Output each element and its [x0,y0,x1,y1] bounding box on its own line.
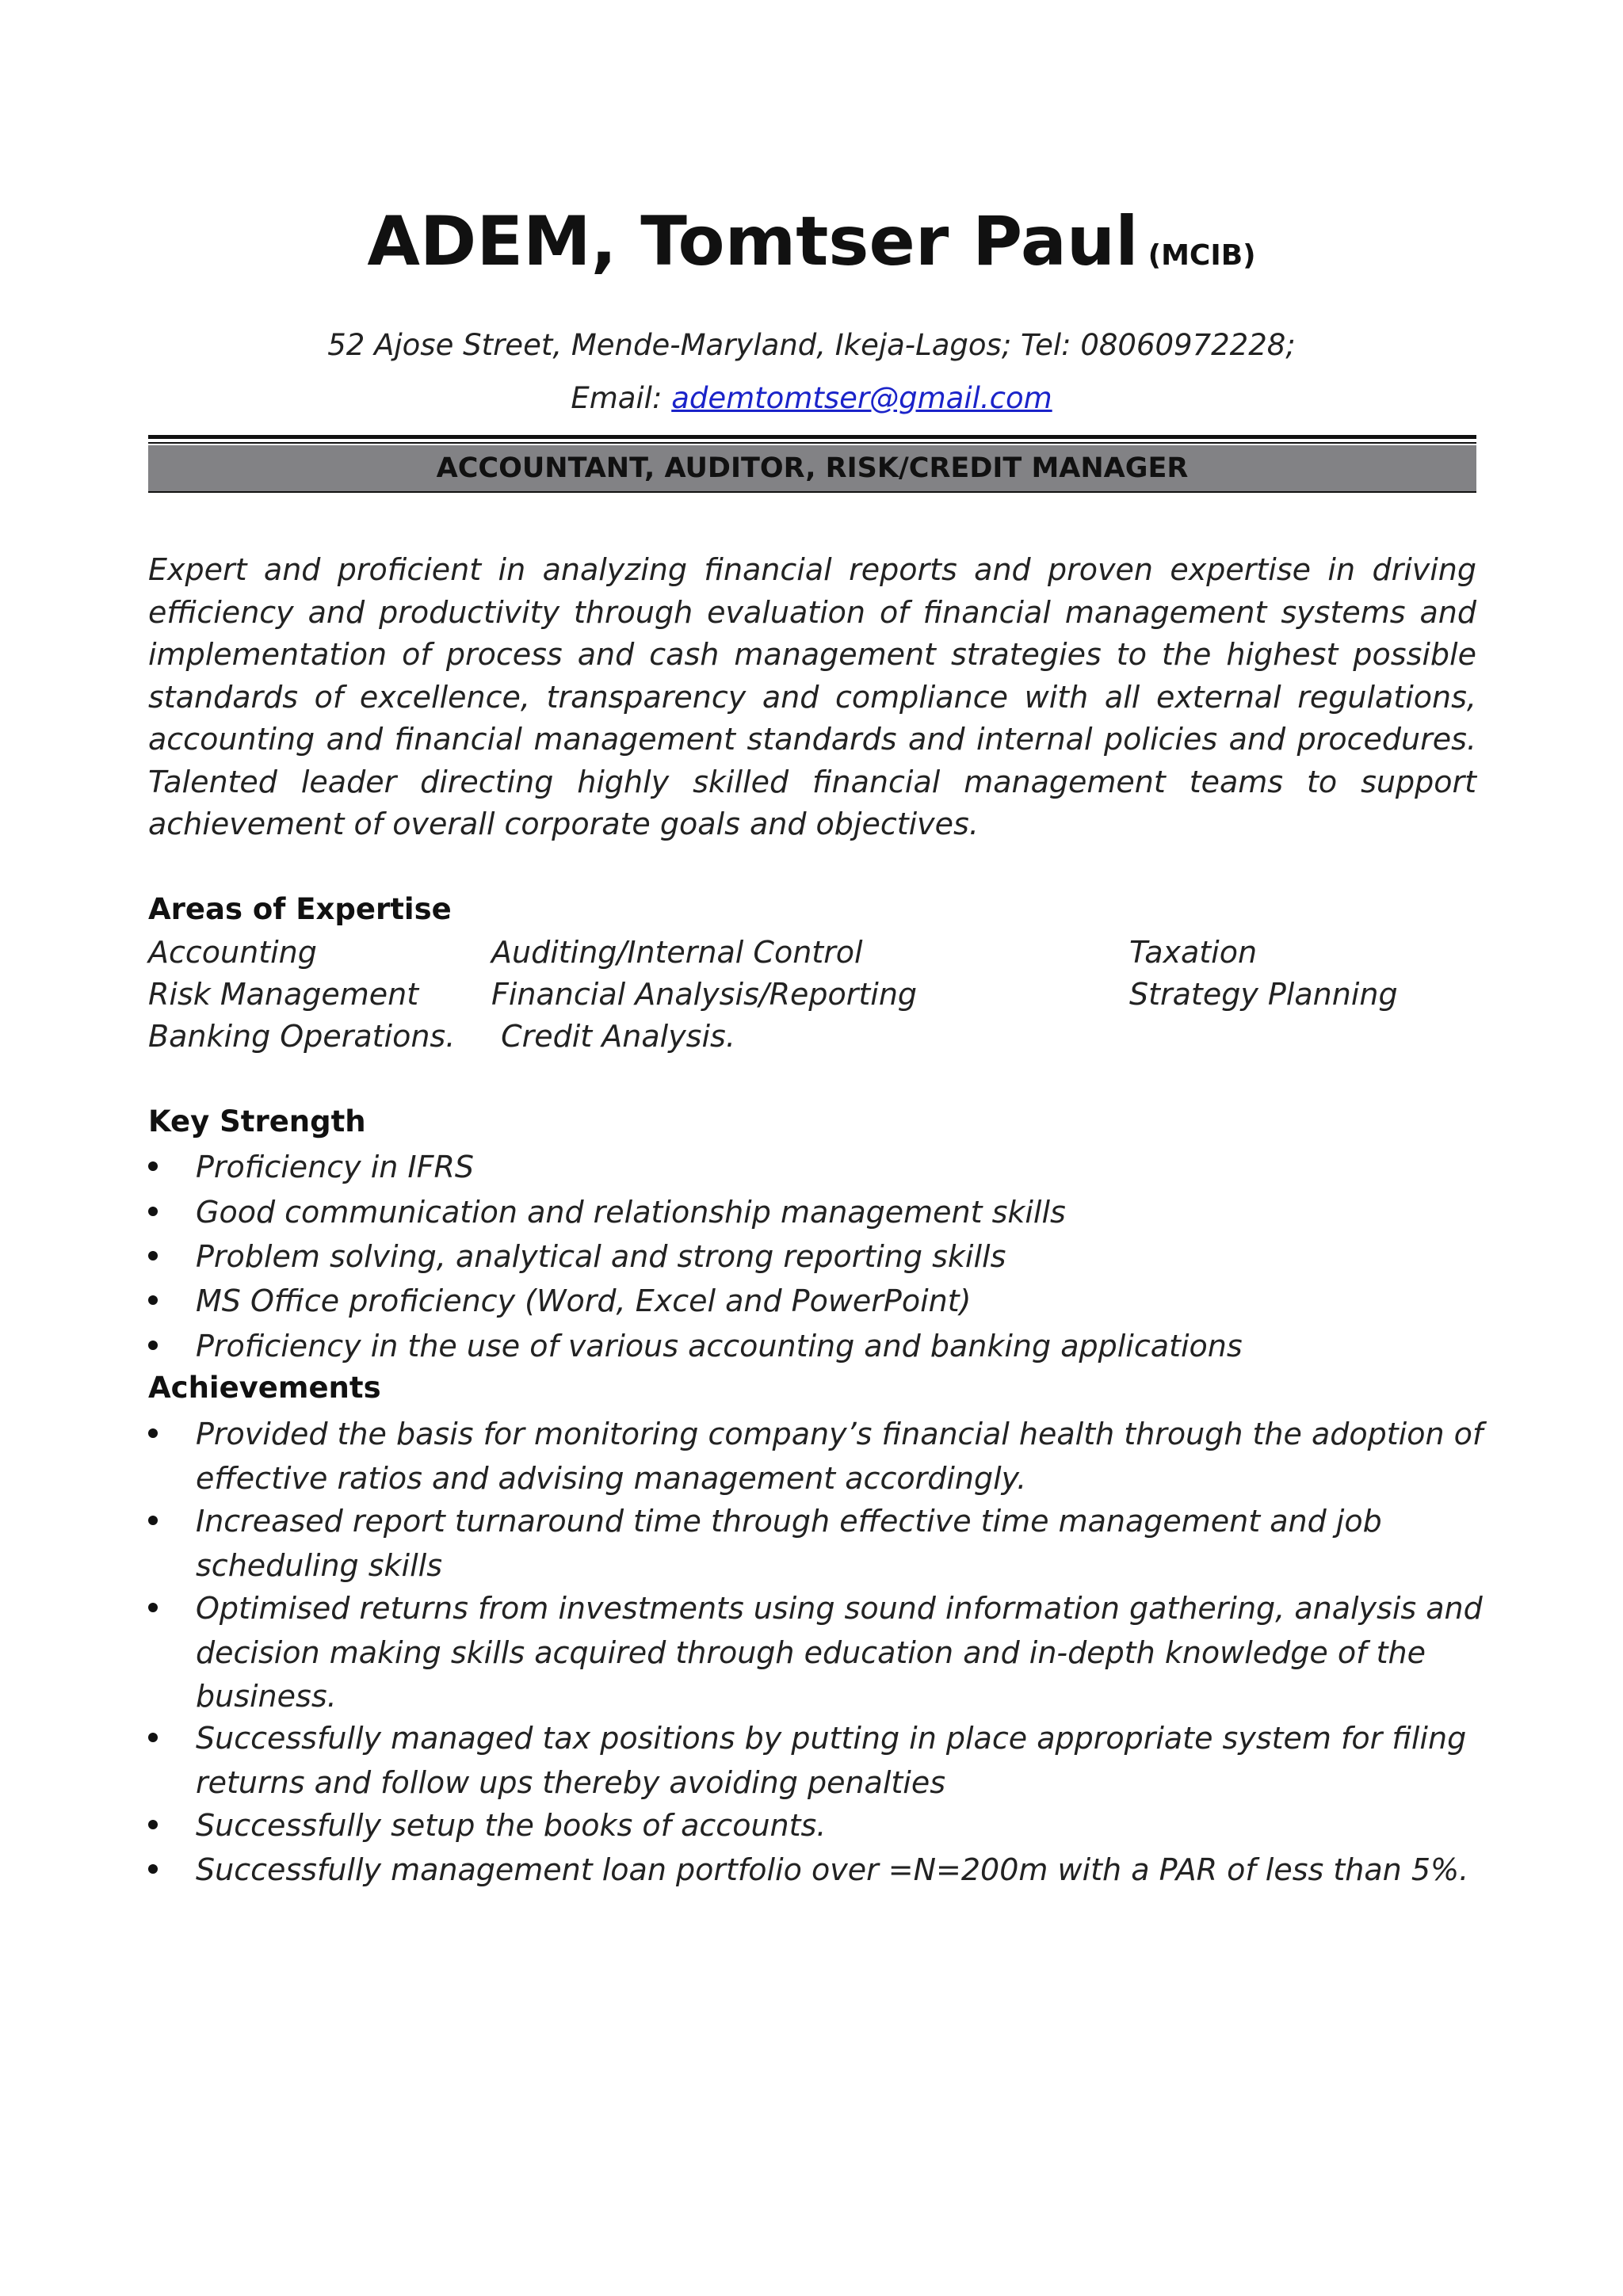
expertise-heading: Areas of Expertise [148,892,452,926]
expertise-item: Accounting [148,935,317,970]
achievement-text: Successfully setup the books of accounts. [196,1808,827,1843]
bullet-icon [148,1341,158,1350]
strength-text: Proficiency in IFRS [196,1150,475,1184]
bullet-icon [148,1251,158,1261]
strength-text: Good communication and relationship management skills [196,1195,1066,1230]
banner-top-thin-rule [148,442,1476,444]
banner-top-rule [148,435,1476,439]
strength-text: Problem solving, analytical and strong reporting skills [196,1239,1006,1274]
strength-text: MS Office proficiency (Word, Excel and PowerPoint) [196,1283,972,1318]
achievement-text: Provided the basis for monitoring company’s financial health through the adoption of effective ratios and advising management accordingly. [196,1417,1484,1496]
strengths-heading: Key Strength [148,1104,366,1138]
achievement-text: Successfully management loan portfolio over =N=200m with a PAR of less than 5%. [196,1852,1469,1887]
contact-address: 52 Ajose Street, Mende-Maryland, Ikeja-Lagos; Tel: 08060972228; [327,328,1296,362]
achievement-text: Successfully managed tax positions by putting in place appropriate system for filing returns and follow ups thereby avoiding penalties [196,1721,1467,1800]
expertise-item: Strategy Planning [1129,977,1398,1012]
email-link[interactable]: ademtomtser@gmail.com [671,381,1052,415]
profile-summary: Expert and proficient in analyzing financial reports and proven expertise in driving efficiency and productivity through evaluation of financial management systems and implementation of process and cash management strategies to the highest possible standards of excellence, transparency and compliance with all external regulations, accounting and financial management standards and internal policies and procedures. Talented leader directing highly skilled financial management teams to support achievement of overall corporate goals and objectives. [148,552,1476,841]
title-banner [148,445,1476,491]
contact-email-line [0,381,1623,415]
banner-title: ACCOUNTANT, AUDITOR, RISK/CREDIT MANAGER [436,452,1189,484]
banner-bottom-rule [148,491,1476,493]
expertise-item: Financial Analysis/Reporting [491,977,918,1012]
expertise-item: Taxation [1129,935,1258,970]
name-header [0,202,1623,281]
achievements-heading: Achievements [148,1371,381,1405]
name-suffix: (MCIB) [1148,239,1256,272]
candidate-name: ADEM, Tomtser Paul [367,202,1139,281]
strength-text: Proficiency in the use of various accounting and banking applications [196,1329,1243,1363]
email-label: Email: [571,381,672,415]
bullet-icon [148,1603,158,1612]
bullet-icon [148,1516,158,1525]
bullet-icon [148,1864,158,1874]
expertise-item: Banking Operations. [148,1019,456,1054]
achievement-text: Increased report turnaround time through effective time management and job scheduling skills [196,1504,1382,1583]
bullet-icon [148,1295,158,1305]
bullet-icon [148,1733,158,1742]
bullet-icon [148,1428,158,1438]
expertise-item: Auditing/Internal Control [491,935,863,970]
bullet-icon [148,1820,158,1829]
bullet-icon [148,1207,158,1216]
bullet-icon [148,1161,158,1171]
expertise-item: Credit Analysis. [491,1019,735,1054]
expertise-item: Risk Management [148,977,419,1012]
achievement-text: Optimised returns from investments using sound information gathering, analysis and decision making skills acquired through education and in-depth knowledge of the business. [196,1591,1483,1714]
